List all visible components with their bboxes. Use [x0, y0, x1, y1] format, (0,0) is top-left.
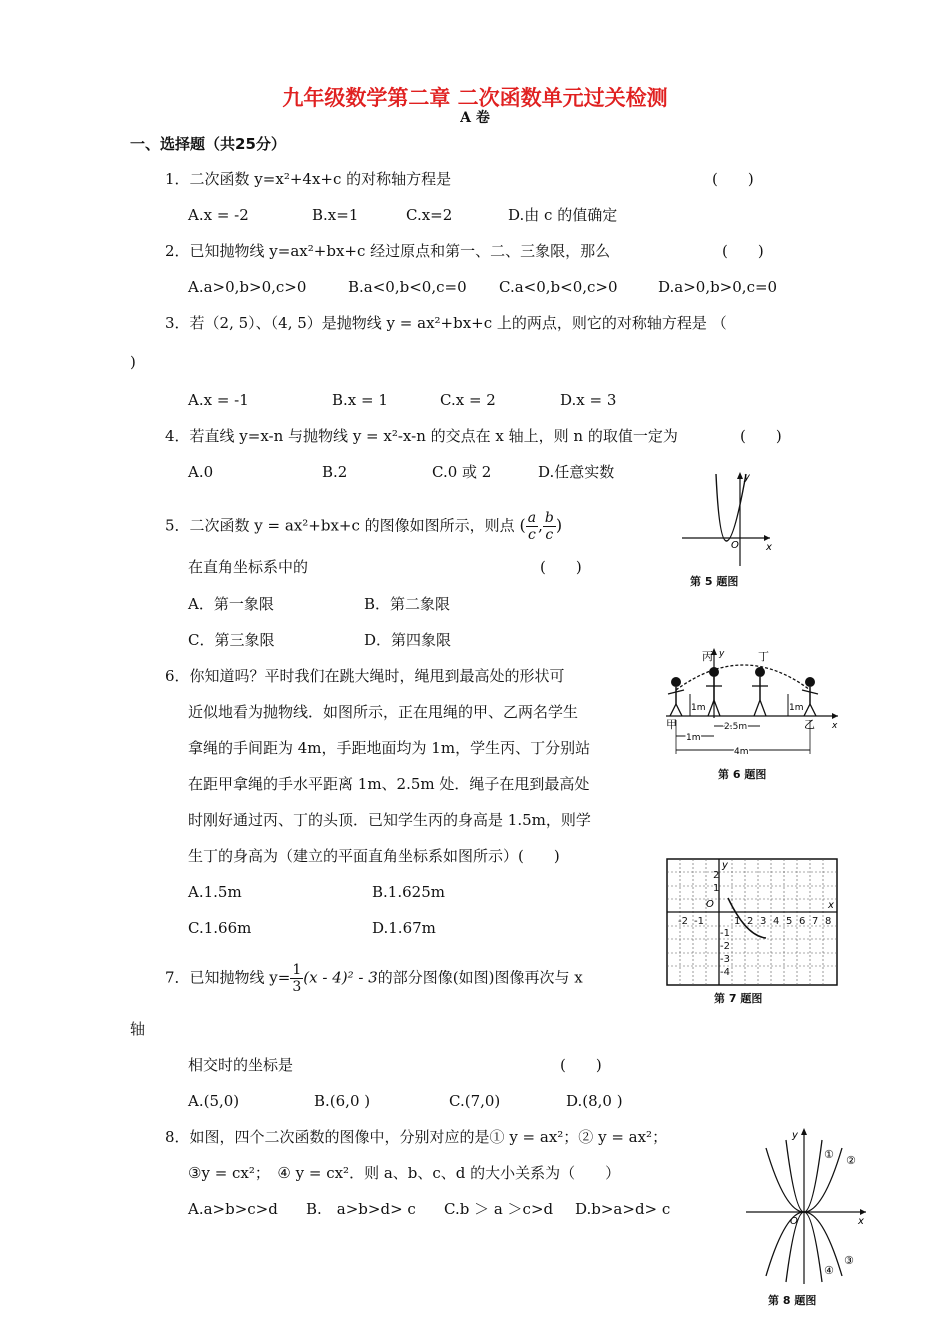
- q7-figure-caption: 第 7 题图: [714, 992, 763, 1005]
- curve-label-2: ②: [846, 1154, 856, 1167]
- q8-line-2: ③y = cx²； ④ y = cx²．则 a、b、c、d 的大小关系为（ ）: [188, 1164, 621, 1182]
- rope-parabola: [676, 665, 810, 690]
- q5-option-d: D．第四象限: [364, 631, 452, 649]
- page-subtitle: A 卷: [460, 110, 490, 126]
- q1-option-d: D.由 c 的值确定: [508, 206, 618, 224]
- q8-line-1: 8．如图，四个二次函数的图像中，分别对应的是① y = ax²；② y = ax²；: [165, 1128, 668, 1146]
- q7-expression: (x - 4)² - 3: [303, 968, 378, 987]
- section-heading: 一、选择题（共25分）: [130, 135, 286, 153]
- q7-stem-line2: 相交时的坐标是: [188, 1056, 294, 1074]
- q1-option-b: B.x=1: [312, 206, 359, 224]
- q2-option-c: C.a<0,b<0,c>0: [499, 278, 618, 296]
- q7-answer-paren: ( ): [560, 1056, 602, 1074]
- q2-stem: 2．已知抛物线 y=ax²+bx+c 经过原点和第一、二、三象限，那么: [165, 242, 611, 260]
- q8-option-d: D.b>a>d> c: [575, 1200, 671, 1218]
- curve-label-3: ③: [844, 1254, 854, 1267]
- label-2-5m: 2.5m: [724, 722, 748, 732]
- q6-option-a: A.1.5m: [188, 883, 242, 901]
- q5-option-c: C．第三象限: [188, 631, 275, 649]
- q6-line-6: 生丁的身高为（建立的平面直角坐标系如图所示）( ): [188, 847, 560, 865]
- svg-text:1: 1: [734, 916, 741, 927]
- q5-figure-caption: 第 5 题图: [690, 575, 739, 588]
- q2-option-d: D.a>0,b>0,c=0: [658, 278, 778, 296]
- label-bing: 丙: [702, 650, 713, 663]
- q6-line-4: 在距甲拿绳的手水平距离 1m、2.5m 处．绳子在甩到最高处: [188, 775, 590, 793]
- q7-stem: [165, 962, 583, 995]
- label-1m-left: 1m: [691, 703, 706, 713]
- svg-text:3: 3: [760, 916, 767, 927]
- x-axis-arrow-icon: [764, 535, 770, 541]
- q8-option-a: A.a>b>c>d: [188, 1200, 278, 1218]
- q7-option-d: D.(8,0 ): [566, 1092, 623, 1110]
- q7-option-c: C.(7,0): [449, 1092, 501, 1110]
- student-yi-figure: [802, 677, 818, 716]
- q5-fraction-b-over-c: $\frac{b}{c}$: [544, 510, 554, 543]
- y-axis-arrow-icon: [801, 1128, 807, 1135]
- q5-option-a: A．第一象限: [188, 595, 274, 613]
- x-axis-label: x: [832, 721, 838, 731]
- label-yi: 乙: [804, 718, 815, 731]
- q3-option-d: D.x = 3: [560, 391, 617, 409]
- x-axis-arrow-icon: [832, 713, 838, 719]
- q5-answer-paren: ( ): [540, 558, 582, 576]
- svg-text:8: 8: [825, 916, 832, 927]
- q3-option-a: A.x = -1: [188, 391, 249, 409]
- q4-option-c: C.0 或 2: [432, 463, 492, 481]
- origin-label: O: [706, 899, 714, 910]
- parabola-curve: [716, 474, 746, 541]
- svg-text:6: 6: [799, 916, 806, 927]
- x-axis-label: x: [766, 542, 772, 553]
- q7-option-b: B.(6,0 ): [314, 1092, 371, 1110]
- q5-stem: 5．二次函数 y = ax²+bx+c 的图像如图所示，则点 ( $\frac{a}{c}$ , $\frac{b}{c}$ ): [165, 510, 563, 543]
- student-jia-figure: [668, 677, 684, 716]
- q3-stem: 3．若（2, 5）、（4, 5）是抛物线 y = ax²+bx+c 上的两点，则它的对称轴方程是 （: [165, 314, 727, 332]
- svg-text:4: 4: [773, 916, 780, 927]
- q5-stem-line2: 在直角坐标系中的: [188, 558, 309, 576]
- label-1m-right: 1m: [789, 703, 804, 713]
- q8-figure-caption: 第 8 题图: [768, 1294, 817, 1307]
- svg-text:5: 5: [786, 916, 793, 927]
- q1-option-a: A.x = -2: [188, 206, 249, 224]
- q3-option-b: B.x = 1: [332, 391, 388, 409]
- q4-option-b: B.2: [322, 463, 348, 481]
- q3-option-c: C.x = 2: [440, 391, 496, 409]
- q7-figure: [666, 858, 838, 986]
- q6-line-3: 拿绳的手间距为 4m，手距地面均为 1m，学生丙、丁分别站: [188, 739, 591, 757]
- q4-answer-paren: ( ): [740, 427, 782, 445]
- svg-text:-3: -3: [720, 954, 730, 965]
- q8-option-b: B. a>b>d> c: [306, 1200, 416, 1218]
- label-jia: 甲: [666, 718, 677, 731]
- student-ding-figure: [752, 667, 768, 716]
- y-axis-label: y: [722, 860, 728, 871]
- q6-figure: [662, 646, 842, 762]
- origin-label: O: [731, 540, 739, 551]
- q7-stem-prefix: 7．已知抛物线 y=: [165, 968, 291, 987]
- svg-text:-2: -2: [720, 941, 730, 952]
- q1-stem: 1．二次函数 y=x²+4x+c 的对称轴方程是: [165, 170, 452, 188]
- q6-line-1: 6．你知道吗？平时我们在跳大绳时，绳甩到最高处的形状可: [165, 667, 565, 685]
- page-title: 九年级数学第二章 二次函数单元过关检测: [282, 86, 668, 110]
- curve-label-4: ④: [824, 1264, 834, 1277]
- q5-option-b: B．第二象限: [364, 595, 451, 613]
- q2-option-a: A.a>0,b>0,c>0: [188, 278, 307, 296]
- origin-label: O: [790, 1216, 798, 1227]
- q6-figure-caption: 第 6 题图: [718, 768, 767, 781]
- y-axis-label: y: [744, 472, 750, 483]
- svg-text:7: 7: [812, 916, 819, 927]
- q8-option-c: C.b ＞ a ＞c>d: [444, 1200, 554, 1218]
- q6-option-d: D.1.67m: [372, 919, 436, 937]
- q6-line-2: 近似地看为抛物线．如图所示，正在甩绳的甲、乙两名学生: [188, 703, 579, 721]
- svg-text:1: 1: [713, 883, 720, 894]
- q2-answer-paren: ( ): [722, 242, 764, 260]
- q4-option-d: D.任意实数: [538, 463, 615, 481]
- q7-fraction-one-third: $\frac{1}{3}$: [292, 962, 302, 995]
- q5-fraction-a-over-c: $\frac{a}{c}$: [527, 510, 537, 543]
- x-axis-label: x: [858, 1216, 864, 1227]
- q4-stem: 4．若直线 y=x-n 与抛物线 y = x²-x-n 的交点在 x 轴上，则 n 的取值一定为: [165, 427, 678, 445]
- y-axis-arrow-icon: [737, 472, 743, 479]
- svg-text:-4: -4: [720, 967, 730, 978]
- y-axis-label: y: [719, 649, 725, 659]
- q7-option-a: A.(5,0): [188, 1092, 240, 1110]
- q4-option-a: A.0: [188, 463, 214, 481]
- svg-text:2: 2: [747, 916, 754, 927]
- svg-text:2: 2: [713, 870, 720, 881]
- q6-line-5: 时刚好通过丙、丁的头顶．已知学生丙的身高是 1.5m，则学: [188, 811, 591, 829]
- q2-option-b: B.a<0,b<0,c=0: [348, 278, 467, 296]
- label-1m-bottom: 1m: [686, 733, 701, 743]
- q5-figure: [676, 468, 776, 568]
- q7-stem-wrap: 轴: [130, 1020, 146, 1038]
- y-axis-label: y: [792, 1130, 798, 1141]
- label-4m: 4m: [734, 747, 749, 757]
- svg-text:-1: -1: [694, 916, 704, 927]
- q6-option-b: B.1.625m: [372, 883, 445, 901]
- q1-option-c: C.x=2: [406, 206, 453, 224]
- q5-stem-text: 5．二次函数 y = ax²+bx+c 的图像如图所示，则点: [165, 516, 515, 535]
- label-ding: 丁: [758, 650, 769, 663]
- q7-stem-suffix: 的部分图像(如图)图像再次与 x: [377, 968, 583, 987]
- x-axis-arrow-icon: [860, 1209, 866, 1215]
- curve-label-1: ①: [824, 1148, 834, 1161]
- svg-text:-2: -2: [678, 916, 688, 927]
- svg-text:-1: -1: [720, 928, 730, 939]
- q3-stem-tail: ): [130, 353, 136, 371]
- x-axis-label: x: [828, 900, 834, 911]
- q8-figure: [742, 1124, 872, 1290]
- q1-answer-paren: ( ): [712, 170, 754, 188]
- q6-option-c: C.1.66m: [188, 919, 252, 937]
